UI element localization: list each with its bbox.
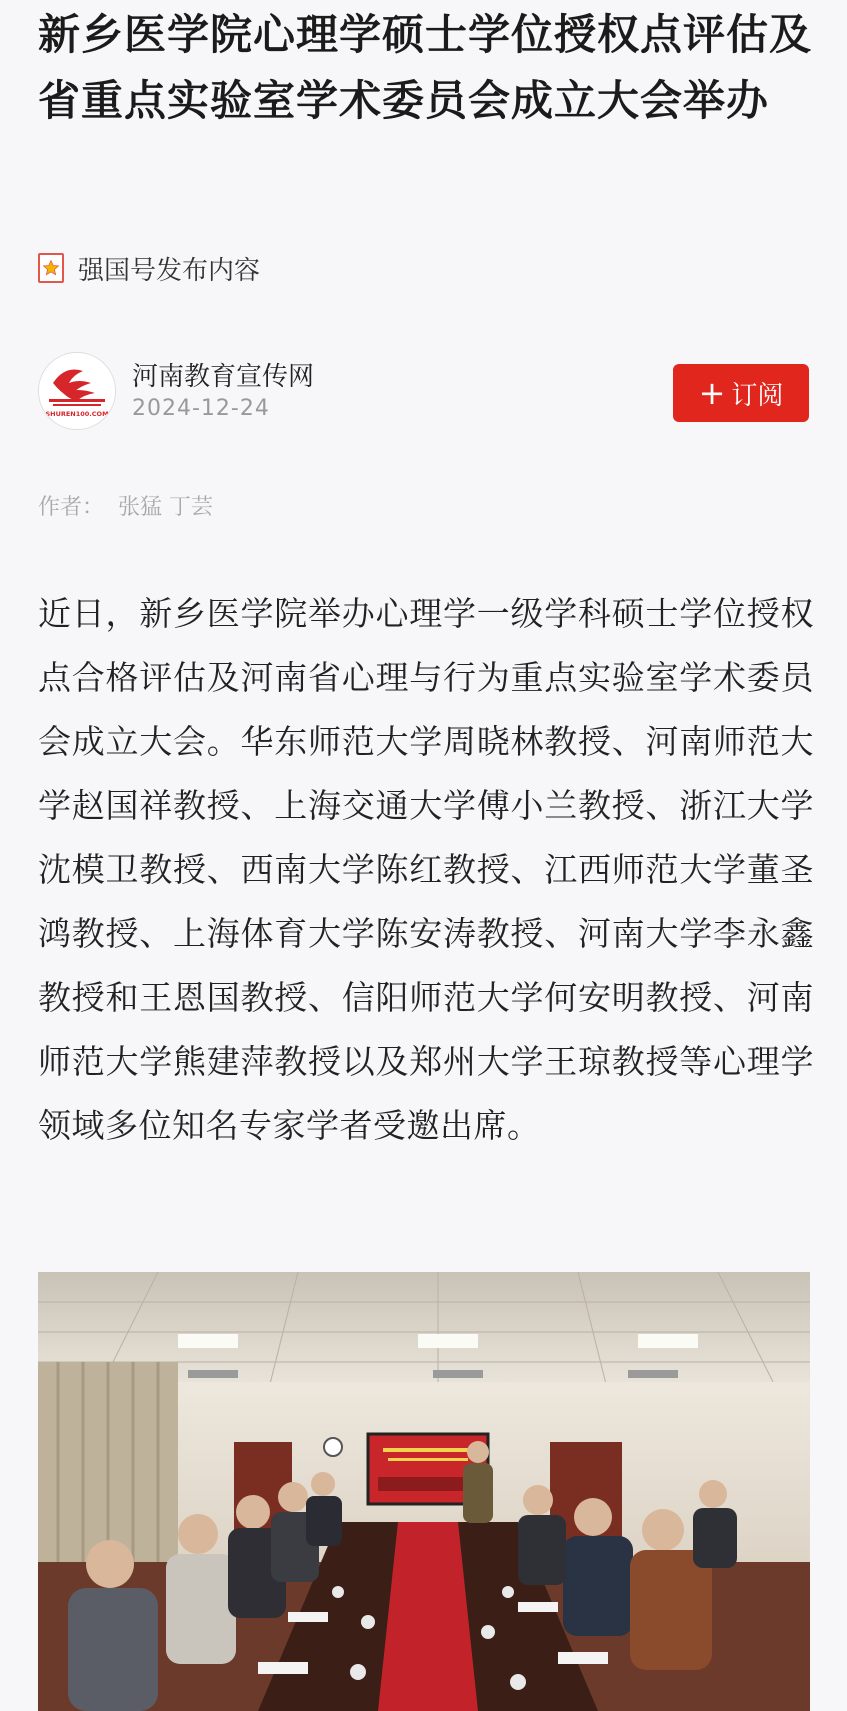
avatar[interactable] [38,352,116,430]
article-photo[interactable] [38,1272,810,1711]
article-title: 新乡医学院心理学硕士学位授权点评估及省重点实验室学术委员会成立大会举办 [38,10,813,125]
source-label: 强国号发布内容 [78,255,261,286]
article-body: 近日，新乡医学院举办心理学一级学科硕士学位授权点合格评估及河南省心理与行为重点实验室学术委员会成立大会。华东师范大学周晓林教授、河南师范大学赵国祥教授、上海交通大学傅小兰教授、浙江大学沈模卫教授、西南大学陈红教授、江西师范大学董圣鸿教授、上海体育大学陈安涛教授、河南大学李永鑫教授和王恩国教授、信阳师范大学何安明教授、河南师范大学熊建萍教授以及郑州大学王琼教授等心理学领域多位知名专家学者受邀出席。 [38,594,814,1145]
source-row [38,248,260,288]
publish-date: 2024-12-24 [132,396,270,421]
star-badge-icon [38,253,64,283]
author-row [38,352,809,432]
byline-label: 作者： [38,495,105,520]
author-name[interactable]: 河南教育宣传网 [132,362,315,392]
subscribe-button[interactable] [673,364,809,422]
byline-names: 张猛 丁芸 [118,495,214,520]
byline [38,490,227,521]
avatar-logo-text: SHUREN100.COM [45,410,109,418]
subscribe-label: 订阅 [731,380,784,411]
plus-icon: + [698,374,726,412]
